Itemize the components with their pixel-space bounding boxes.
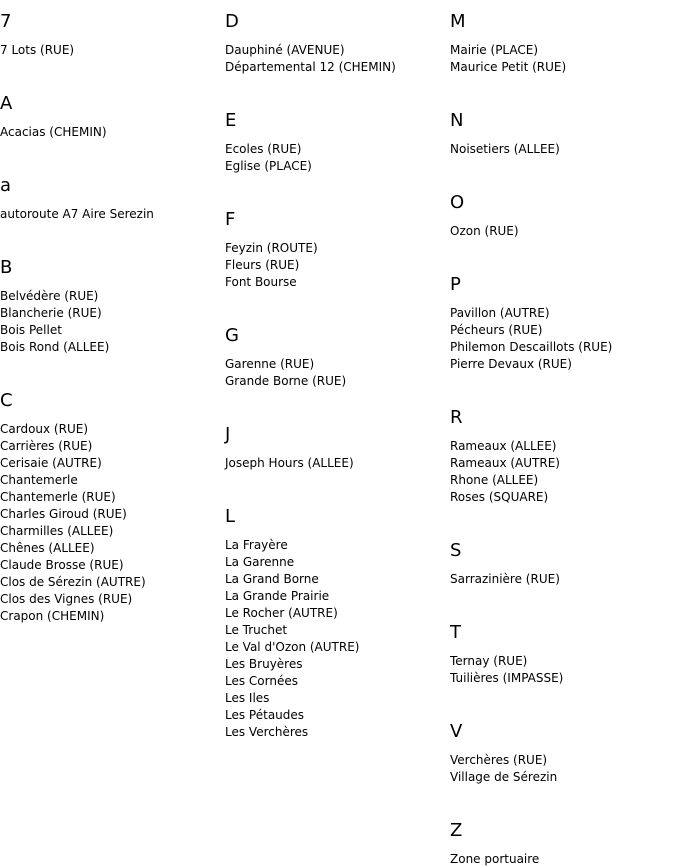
street-item: Village de Sérezin [450, 770, 558, 784]
letter-group-d [225, 0, 450, 76]
street-item: Belvédère (RUE) [0, 289, 99, 303]
street-item: Cardoux (RUE) [0, 422, 89, 436]
street-index-column-2 [225, 0, 450, 741]
street-item: Clos de Sérezin (AUTRE) [0, 575, 146, 589]
street-item: Acacias (CHEMIN) [0, 125, 107, 139]
street-item: Cerisaie (AUTRE) [0, 456, 102, 470]
street-item: Les Pétaudes [225, 708, 305, 722]
street-item: Clos des Vignes (RUE) [0, 592, 133, 606]
letter-group-7 [0, 0, 225, 59]
section-letter: L [225, 506, 236, 527]
street-item: Les Bruyères [225, 657, 303, 671]
street-item: Départemental 12 (CHEMIN) [225, 60, 396, 74]
street-item: Maurice Petit (RUE) [450, 60, 567, 74]
street-item: Pierre Devaux (RUE) [450, 357, 572, 371]
street-list [450, 561, 675, 588]
section-letter: F [225, 209, 236, 230]
street-item: Blancherie (RUE) [0, 306, 102, 320]
street-list [225, 131, 450, 175]
section-letter: G [225, 325, 239, 346]
letter-group-t [450, 611, 675, 687]
letter-group-z [450, 809, 675, 868]
section-letter: a [0, 175, 12, 196]
street-item: Dauphiné (AVENUE) [225, 43, 345, 57]
section-letter: P [450, 274, 461, 295]
letter-group-f [225, 198, 450, 291]
street-list [225, 32, 450, 76]
section-letter: 7 [0, 11, 12, 32]
street-item: Les Iles [225, 691, 270, 705]
street-item: Grande Borne (RUE) [225, 374, 347, 388]
section-letter: Z [450, 820, 463, 841]
letter-group-m [450, 0, 675, 76]
street-item: Bois Rond (ALLEE) [0, 340, 110, 354]
street-item: Tuilières (IMPASSE) [450, 671, 564, 685]
street-item: Le Rocher (AUTRE) [225, 606, 338, 620]
section-letter: M [450, 11, 466, 32]
letter-group-p [450, 263, 675, 373]
street-index-column-1 [0, 0, 225, 625]
letter-group-s [450, 529, 675, 588]
street-item: Le Val d'Ozon (AUTRE) [225, 640, 360, 654]
street-list [225, 346, 450, 390]
section-letter: S [450, 540, 462, 561]
street-item: La Garenne [225, 555, 295, 569]
street-list [0, 278, 225, 356]
street-list [450, 213, 675, 240]
street-item: Les Cornées [225, 674, 298, 688]
street-list [0, 411, 225, 625]
street-item: Roses (SQUARE) [450, 490, 549, 504]
street-item: Eglise (PLACE) [225, 159, 312, 173]
street-item: Sarrazinière (RUE) [450, 572, 560, 586]
street-item: Joseph Hours (ALLEE) [225, 456, 354, 470]
street-list [0, 114, 225, 141]
street-list [225, 230, 450, 291]
letter-group-v [450, 710, 675, 786]
letter-group-a-lower [0, 164, 225, 223]
street-item: La Grand Borne [225, 572, 319, 586]
letter-group-b [0, 246, 225, 356]
street-item: autoroute A7 Aire Serezin [0, 207, 154, 221]
street-index-column-3 [450, 0, 675, 868]
letter-group-n [450, 99, 675, 158]
street-list [450, 841, 675, 868]
street-list [450, 295, 675, 373]
letter-group-e [225, 99, 450, 175]
street-item: Pécheurs (RUE) [450, 323, 543, 337]
section-letter: R [450, 407, 463, 428]
street-item: Font Bourse [225, 275, 297, 289]
section-letter: N [450, 110, 464, 131]
street-item: Rameaux (AUTRE) [450, 456, 560, 470]
street-list [0, 32, 225, 59]
street-item: Crapon (CHEMIN) [0, 609, 105, 623]
street-list [450, 32, 675, 76]
street-list [225, 527, 450, 741]
letter-group-l [225, 495, 450, 741]
street-list [225, 445, 450, 472]
street-item: 7 Lots (RUE) [0, 43, 75, 57]
street-list [450, 742, 675, 786]
street-item: Le Truchet [225, 623, 288, 637]
street-item: Fleurs (RUE) [225, 258, 300, 272]
street-item: Philemon Descaillots (RUE) [450, 340, 613, 354]
street-item: Mairie (PLACE) [450, 43, 539, 57]
street-item: Ternay (RUE) [450, 654, 528, 668]
street-item: Ozon (RUE) [450, 224, 519, 238]
section-letter: O [450, 192, 465, 213]
street-item: Carrières (RUE) [0, 439, 93, 453]
section-letter: E [225, 110, 237, 131]
street-item: Zone portuaire [450, 852, 540, 866]
section-letter: A [0, 93, 13, 114]
section-letter: V [450, 721, 463, 742]
letter-group-j [225, 413, 450, 472]
street-item: La Frayère [225, 538, 288, 552]
street-item: Ecoles (RUE) [225, 142, 302, 156]
letter-group-o [450, 181, 675, 240]
section-letter: T [450, 622, 461, 643]
letter-group-r [450, 396, 675, 506]
street-item: Pavillon (AUTRE) [450, 306, 550, 320]
street-item: Charmilles (ALLEE) [0, 524, 114, 538]
section-letter: B [0, 257, 13, 278]
street-item: Rhone (ALLEE) [450, 473, 539, 487]
street-item: Garenne (RUE) [225, 357, 315, 371]
street-item: Les Verchères [225, 725, 309, 739]
street-item: Claude Brosse (RUE) [0, 558, 124, 572]
street-list [450, 643, 675, 687]
street-item: Rameaux (ALLEE) [450, 439, 557, 453]
street-list [450, 131, 675, 158]
letter-group-c [0, 379, 225, 625]
section-letter: C [0, 390, 13, 411]
letter-group-a-upper [0, 82, 225, 141]
street-item: Bois Pellet [0, 323, 62, 337]
street-item: Chênes (ALLEE) [0, 541, 95, 555]
street-item: Noisetiers (ALLEE) [450, 142, 560, 156]
section-letter: J [225, 424, 231, 445]
street-item: Verchères (RUE) [450, 753, 548, 767]
street-item: Chantemerle [0, 473, 78, 487]
section-letter: D [225, 11, 239, 32]
street-list [0, 196, 225, 223]
street-item: Charles Giroud (RUE) [0, 507, 127, 521]
street-list [450, 428, 675, 506]
street-item: Chantemerle (RUE) [0, 490, 116, 504]
street-item: Feyzin (ROUTE) [225, 241, 318, 255]
letter-group-g [225, 314, 450, 390]
street-item: La Grande Prairie [225, 589, 330, 603]
